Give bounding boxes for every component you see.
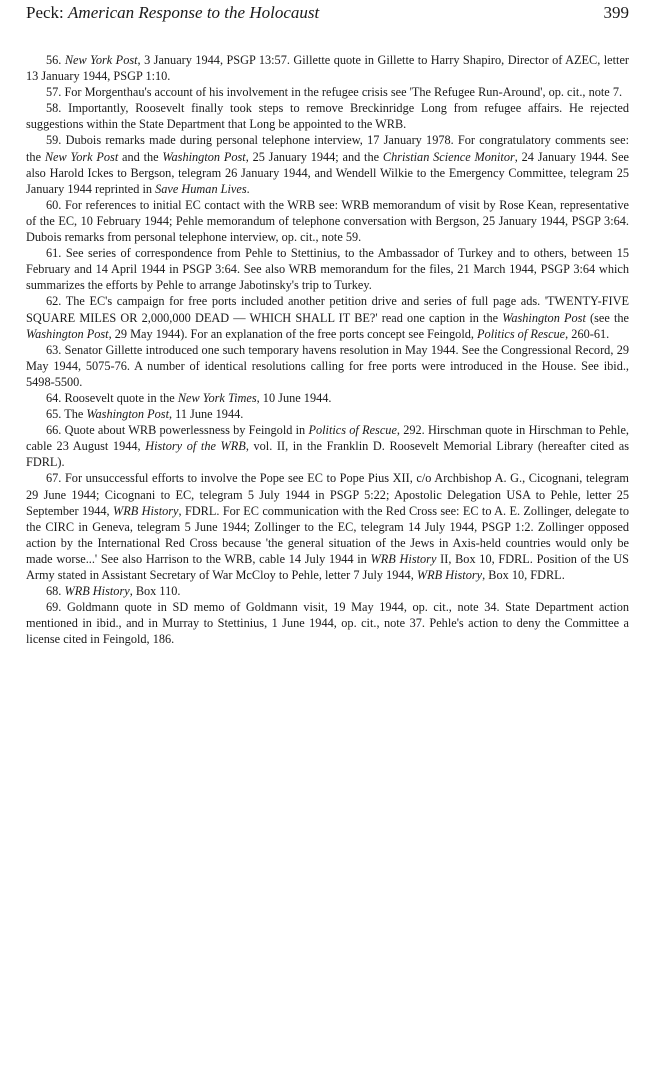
endnote-text: , 24 January 1944. See also Harold Ickes to Bergson, telegram 26 January 1944, and Wendell Wilkie to the Emergency Committee, telegram 25 January 1944 reprinted in bbox=[26, 149, 629, 196]
endnote-italic-title: Washington Post bbox=[26, 326, 109, 341]
endnote-italic-title: Politics of Rescue bbox=[477, 326, 566, 341]
endnote bbox=[26, 599, 629, 647]
endnote-italic-title: History of the WRB bbox=[145, 439, 246, 454]
endnote-text: , FDRL. For EC communication with the Red Cross see: EC to A. E. Zollinger, delegate to the CIRC in Geneva, telegram 5 June 1944; Zollinger to the EC, telegram 14 July 1944, PSGP 1:2. Zollinger opposed action by the International Red Cross because 'the general situation of the Jews in Axis-held countries would only be made worse...' See also Harrison to the WRB, cable 14 July 1944 in bbox=[26, 503, 630, 566]
endnote-text: 65. The bbox=[46, 407, 87, 422]
endnote-text: 63. Senator Gillette introduced one such temporary havens resolution in May 1944. See the Congressional Record, 29 May 1944, 5075-76. A number of identical resolutions calling for free ports were introduced in the House. See ibid., 5498-5500. bbox=[26, 342, 629, 389]
endnote bbox=[26, 100, 629, 132]
endnote-text: , 10 June 1944. bbox=[256, 390, 332, 405]
endnote-italic-title: WRB History bbox=[64, 584, 130, 599]
running-header bbox=[26, 2, 629, 24]
endnote-text: , 25 January 1944; and the bbox=[245, 149, 383, 164]
endnote-italic-title: WRB History bbox=[370, 551, 437, 566]
endnote bbox=[26, 52, 629, 84]
endnote-text: 57. For Morgenthau's account of his involvement in the refugee crisis see 'The Refugee Run-Around', op. cit., note 7. bbox=[46, 85, 623, 100]
endnote-text: , 292. Hirschman quote in Hirschman to Pehle, cable 23 August 1944, bbox=[26, 423, 629, 454]
running-title-author: Peck: bbox=[26, 3, 69, 22]
endnote bbox=[26, 583, 629, 599]
endnote-text: 56. bbox=[46, 53, 65, 67]
endnote-text: 67. For unsuccessful efforts to involve the Pope see EC to Pope Pius XII, c/o Archbishop A. G., Cicognani, telegram 29 June 1944; Cicognani to EC, telegram 5 July 1944 in PSGP 5:22; Apostolic Delegation USA to Pehle, letter 25 September 1944, bbox=[26, 471, 629, 518]
endnote-italic-title: WRB History bbox=[112, 503, 179, 518]
endnote-text: 68. bbox=[46, 584, 65, 599]
running-title bbox=[26, 2, 319, 24]
endnote bbox=[26, 245, 629, 293]
endnote-italic-title: WRB History bbox=[416, 568, 483, 582]
endnote-text: , vol. II, in the Franklin D. Roosevelt Memorial Library (hereafter cited as FDRL). bbox=[26, 439, 629, 470]
endnote-text: II, Box 10, FDRL. Position of the US Army stated in Assistant Secretary of War McCloy to Pehle, letter 7 July 1944, bbox=[26, 551, 630, 582]
endnote-italic-title: Christian Science Monitor bbox=[382, 149, 515, 164]
endnote bbox=[26, 422, 629, 470]
page-number: 399 bbox=[603, 3, 629, 22]
endnote-text: 66. Quote about WRB powerlessness by Feingold in bbox=[46, 423, 309, 438]
endnote-text: , 11 June 1944. bbox=[168, 407, 244, 422]
endnote bbox=[26, 132, 629, 196]
endnote-text: 61. See series of correspondence from Pehle to Stettinius, to the Ambassador of Turkey and to others, between 15 February and 14 April 1944 in PSGP 3:64. See also WRB memorandum for the files, 21 March 1944, PSGP 3:64 which summarizes the efforts by Pehle to arrange Jabotinsky's trip to Turkey. bbox=[26, 246, 629, 293]
endnote-italic-title: Washington Post bbox=[502, 310, 586, 325]
endnote bbox=[26, 390, 629, 406]
endnote-text: and the bbox=[118, 149, 163, 164]
endnote-text: 60. For references to initial EC contact with the WRB see: WRB memorandum of visit by Rose Kean, representative of the EC, 10 February 1944; Pehle memorandum of telephone conversation with Bergson, 25 January 1944, PSGP 3:64. Dubois remarks from personal telephone interview, op. cit., note 59. bbox=[26, 197, 629, 245]
endnote-italic-title: New York Post bbox=[64, 53, 138, 67]
endnote-text: , Box 10, FDRL. bbox=[482, 568, 565, 582]
endnote-text: 62. The EC's campaign for free ports included another petition drive and series of full page ads. 'TWENTY-FIVE SQUARE MILES OR 2,000,000 DEAD — WHICH SHALL IT BE?' read one caption in the bbox=[26, 294, 629, 325]
endnote-text: , 3 January 1944, PSGP 13:57. Gillette quote in Gillette to Harry Shapiro, Director of AZEC, letter 13 January 1944, PSGP 1:10. bbox=[26, 53, 629, 84]
endnote-text: 58. Importantly, Roosevelt finally took steps to remove Breckinridge Long from refugee affairs. He rejected suggestions within the State Department that Long be appointed to the WRB. bbox=[26, 101, 629, 132]
running-title-book: American Response to the Holocaust bbox=[68, 3, 320, 22]
endnotes bbox=[26, 52, 629, 647]
endnote-text: (see the bbox=[585, 310, 630, 325]
endnote bbox=[26, 470, 629, 583]
endnote bbox=[26, 84, 629, 100]
endnote-italic-title: Politics of Rescue bbox=[308, 423, 397, 438]
endnote-text: 59. Dubois remarks made during personal telephone interview, 17 January 1978. For congratulatory comments see: the bbox=[26, 133, 629, 164]
endnote-text: 69. Goldmann quote in SD memo of Goldmann visit, 19 May 1944, op. cit., note 34. State Department action mentioned in ibid., and in Murray to Stettinius, 1 June 1944, op. cit., note 37. Pehle's action to deny the Committee a license cited in Feingold, 186. bbox=[26, 600, 629, 647]
endnote-italic-title: Washington Post bbox=[162, 149, 246, 164]
endnote-italic-title: Save Human Lives bbox=[155, 181, 247, 196]
endnote-text: , 260-61. bbox=[565, 326, 610, 341]
endnote-italic-title: New York Post bbox=[44, 149, 119, 164]
endnote-text: , 29 May 1944). For an explanation of the free ports concept see Feingold, bbox=[108, 326, 478, 341]
endnote bbox=[26, 197, 629, 245]
endnote-italic-title: New York Times bbox=[177, 390, 257, 405]
endnote-text: 64. Roosevelt quote in the bbox=[46, 390, 178, 405]
endnote-text: , Box 110. bbox=[129, 584, 181, 599]
endnote bbox=[26, 406, 629, 422]
endnote bbox=[26, 342, 629, 390]
endnote bbox=[26, 293, 629, 341]
endnote-text: . bbox=[246, 181, 250, 196]
endnote-italic-title: Washington Post bbox=[86, 407, 169, 422]
